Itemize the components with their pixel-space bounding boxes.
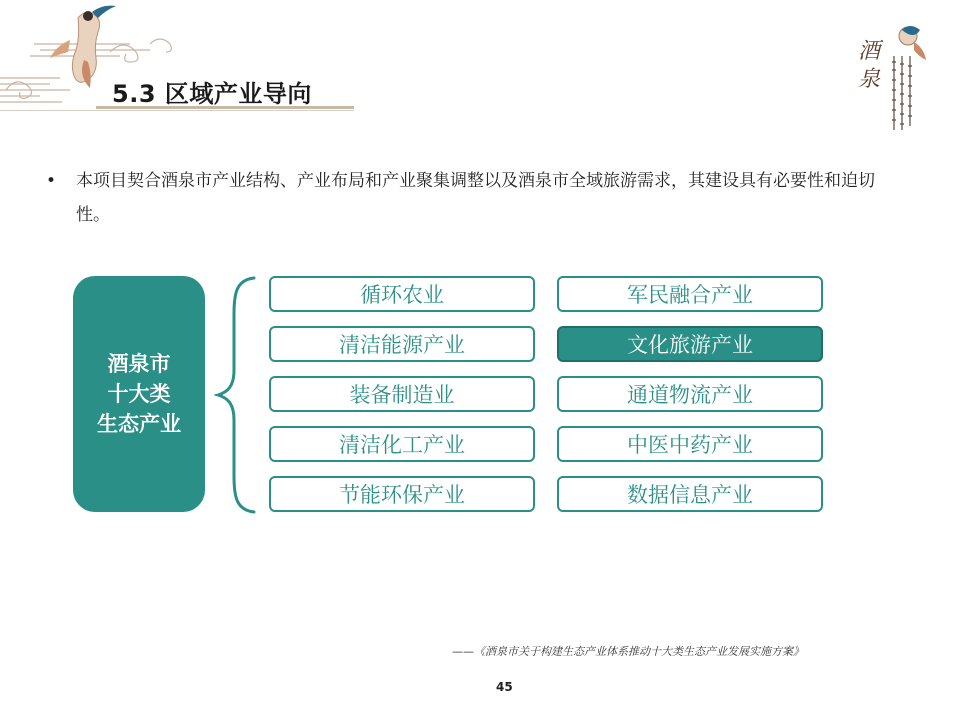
bullet-marker: • (46, 171, 57, 191)
title-underline-light (0, 110, 354, 111)
svg-text:泉: 泉 (858, 67, 881, 92)
industry-label: 装备制造业 (349, 383, 455, 407)
industry-item-2 (557, 276, 823, 312)
industry-item-10 (557, 476, 823, 512)
industry-item-8 (557, 426, 823, 462)
svg-text:酒: 酒 (858, 39, 881, 64)
industry-label: 军民融合产业 (627, 283, 753, 307)
industry-item-9 (269, 476, 535, 512)
page-title: 5.3 区域产业导向 (112, 80, 312, 108)
page-number: 45 (496, 680, 513, 694)
category-line-3: 生态产业 (97, 412, 181, 436)
industry-label: 节能环保产业 (339, 483, 465, 507)
industry-label: 中医中药产业 (627, 433, 753, 457)
industry-label: 循环农业 (360, 283, 444, 307)
curly-brace-icon (214, 274, 258, 516)
intro-text: 本项目契合酒泉市产业结构、产业布局和产业聚集调整以及酒泉市全域旅游需求，其建设具有必要性和迫切性。 (76, 171, 875, 225)
industry-label: 通道物流产业 (627, 383, 753, 407)
industry-item-4-highlighted (557, 326, 823, 362)
industry-item-5 (269, 376, 535, 412)
source-citation: ——《酒泉市关于构建生态产业体系推动十大类生态产业发展实施方案》 (452, 645, 804, 658)
industry-item-1 (269, 276, 535, 312)
jiuquan-logo-icon (850, 22, 930, 134)
industry-label: 文化旅游产业 (627, 333, 753, 357)
industry-item-7 (269, 426, 535, 462)
category-line-1: 酒泉市 (107, 352, 171, 376)
industry-item-6 (557, 376, 823, 412)
industry-item-3 (269, 326, 535, 362)
category-box (73, 276, 205, 512)
industry-label: 数据信息产业 (627, 483, 753, 507)
industry-label: 清洁能源产业 (339, 333, 465, 357)
category-line-2: 十大类 (107, 382, 171, 406)
industry-label: 清洁化工产业 (339, 433, 465, 457)
